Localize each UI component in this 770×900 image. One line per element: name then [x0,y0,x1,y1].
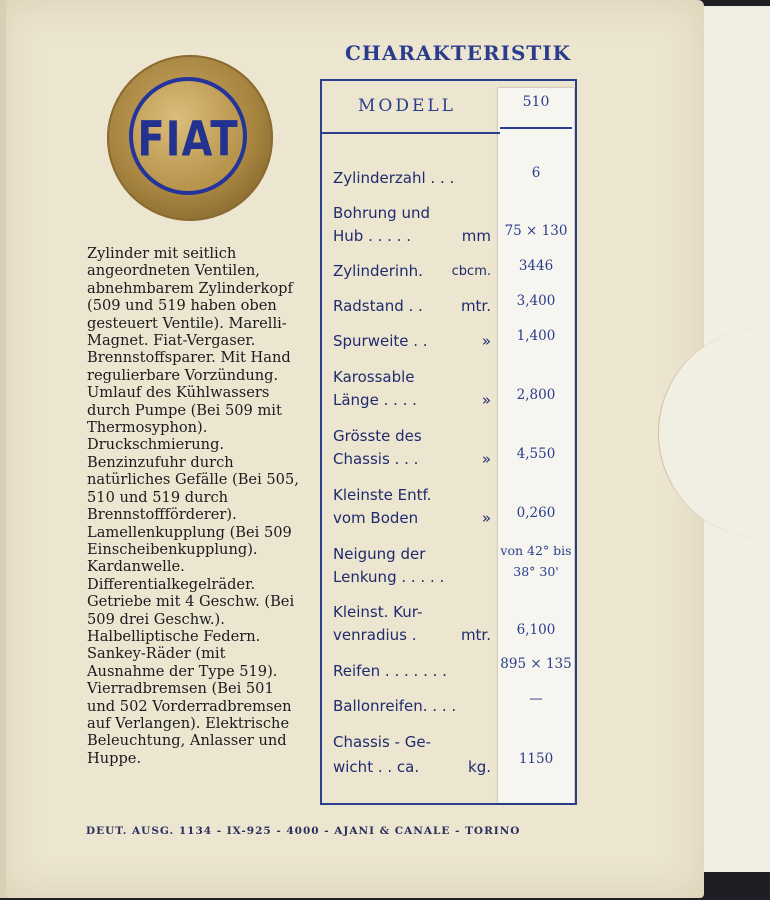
card-edge [0,0,6,898]
model-label: MODELL [358,96,456,116]
spec-label: Chassis . . . » [333,450,491,468]
spec-value: 6 [531,165,541,181]
spec-value: von 42° bis [500,543,572,558]
spec-value: 3,400 [516,293,556,309]
spec-value: 0,260 [516,505,556,521]
spec-label: Grösste des [333,427,422,445]
spec-label: Spurweite . . » [333,332,491,350]
spec-value: 75 × 130 [504,223,568,239]
table-title: CHARAKTERISTIK [345,41,572,65]
spec-value: 895 × 135 [500,656,572,672]
model-value: 510 [522,94,550,110]
spec-label: Lenkung . . . . . [333,568,445,586]
spec-value: 4,550 [516,446,556,462]
spec-label: Ballonreifen. . . . [333,697,457,715]
header-rule [320,132,500,134]
slider-header-rule [500,127,572,129]
spec-value: 1,400 [516,328,556,344]
technical-description: Zylinder mit seitlich angeordneten Ventilen, abnehmbarem Zylinderkopf (509 und 519 haben oben gesteuert Ventile). Marelli-Magnet. Fiat-Vergaser. Brennstoffsparer. Mit Hand regulierbare Vorzündung. Umlauf des Kühlwassers durch Pumpe (Bei 509 mit Thermosyphon). Druckschmierung. Benzinzufuhr durch natürliches Gefälle (Bei 505, 510 und 519 durch Brennstoffförderer). Lamellenkupplung (Bei 509 Einscheibenkupplung). Kardanwelle. Differentialkegelräder. Getriebe mit 4 Geschw. (Bei 509 drei Geschw.). Halbelliptische Federn. Sankey-Räder (mit Ausnahme der Type 519). Vierradbremsen (Bei 501 und 502 Vorderradbremsen auf Verlangen). Elektrische Beleuchtung, Anlasser und Huppe. [87,245,299,767]
spec-label: Radstand . . mtr. [333,297,491,315]
logo-ring [129,77,247,195]
logo-text: FIAT [137,112,239,168]
spec-label: Kleinst. Kur- [333,603,423,621]
spec-label: Hub . . . . . mm [333,227,491,245]
spec-value: — [529,691,543,707]
spec-label: wicht . . ca. kg. [333,758,491,776]
spec-value: 1150 [518,751,554,767]
fiat-logo-badge [107,55,273,221]
spec-label: Chassis - Ge- [333,733,431,751]
spec-label: Zylinderzahl . . . [333,169,455,187]
spec-label: Karossable [333,368,415,386]
spec-label: Bohrung und [333,204,430,222]
spec-value: 6,100 [516,622,556,638]
print-footer: DEUT. AUSG. 1134 - IX-925 - 4000 - AJANI & CANALE - TORINO [86,825,521,837]
spec-label: venradius . mtr. [333,626,491,644]
spec-value: 38° 30' [513,564,559,579]
spec-value: 2,800 [516,387,556,403]
spec-label: Zylinderinh. cbcm. [333,262,491,280]
spec-label: Kleinste Entf. [333,486,432,504]
spec-label: Reifen . . . . . . . [333,662,447,680]
spec-value: 3446 [518,258,554,274]
spec-label: vom Boden » [333,509,491,527]
spec-label: Neigung der [333,545,426,563]
spec-label: Länge . . . . » [333,391,491,409]
